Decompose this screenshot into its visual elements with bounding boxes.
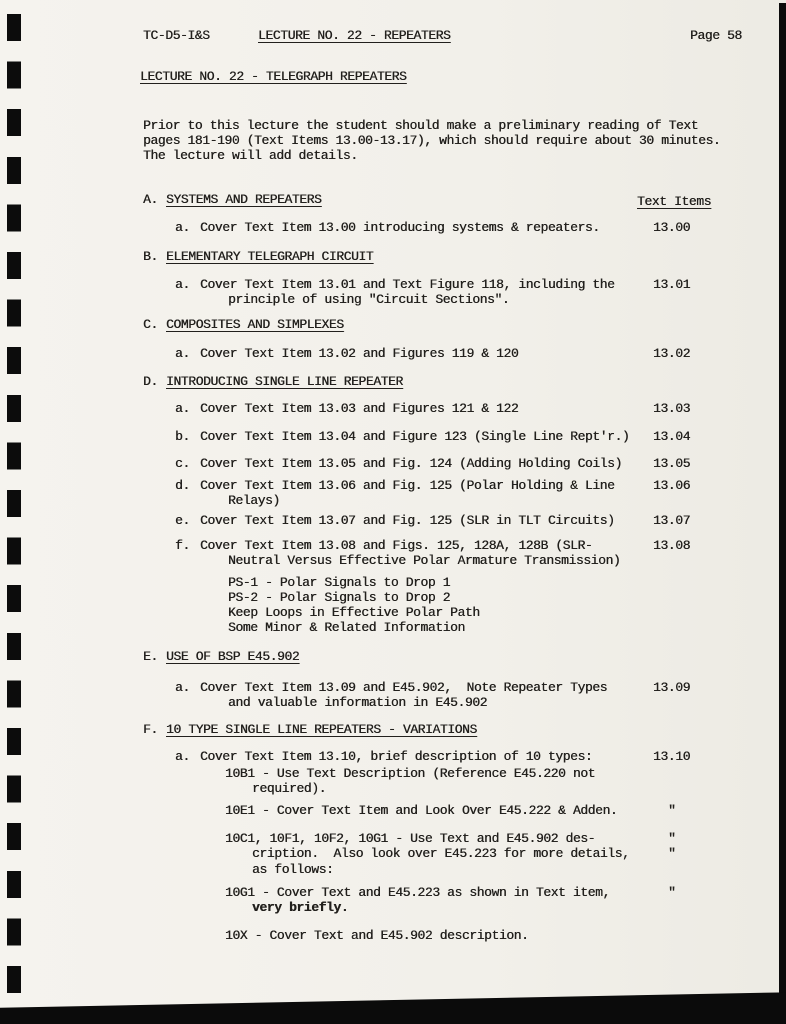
- intro-line: Prior to this lecture the student should make a preliminary reading of Text: [143, 118, 699, 133]
- item-value: 13.07: [653, 513, 691, 528]
- intro-line: The lecture will add details.: [143, 148, 358, 163]
- item-value: 13.09: [653, 680, 691, 695]
- item-text: Cover Text Item 13.03 and Figures 121 & 122: [200, 401, 519, 416]
- section-b-heading: ELEMENTARY TELEGRAPH CIRCUIT: [166, 249, 374, 264]
- item-value: 13.00: [653, 220, 691, 235]
- item-text: Cover Text Item 13.00 introducing systems & repeaters.: [200, 220, 600, 235]
- item-text: Cover Text Item 13.05 and Fig. 124 (Adding Holding Coils): [200, 456, 622, 471]
- section-f-letter: F.: [143, 722, 158, 737]
- ditto-mark: ": [668, 885, 676, 900]
- item-value: 13.02: [653, 346, 691, 361]
- item-value: 13.05: [653, 456, 691, 471]
- header-lecture-ref: LECTURE NO. 22 - REPEATERS: [258, 28, 451, 43]
- repeater-type-line: 10X - Cover Text and E45.902 description.: [225, 928, 529, 943]
- item-text: Cover Text Item 13.01 and Text Figure 118, including the: [200, 277, 615, 292]
- item-value: 13.04: [653, 429, 691, 444]
- section-e-letter: E.: [143, 649, 158, 664]
- repeater-type-continuation: as follows:: [252, 862, 334, 877]
- repeater-type-line: 10G1 - Cover Text and E45.223 as shown in Text item,: [225, 885, 610, 900]
- ditto-mark: ": [668, 846, 676, 861]
- item-note: PS-2 - Polar Signals to Drop 2: [228, 590, 451, 605]
- item-value: 13.10: [653, 749, 691, 764]
- section-b-letter: B.: [143, 249, 158, 264]
- item-text: Cover Text Item 13.07 and Fig. 125 (SLR in TLT Circuits): [200, 513, 615, 528]
- section-c-heading: COMPOSITES AND SIMPLEXES: [166, 317, 344, 332]
- ditto-mark: ": [668, 803, 676, 818]
- repeater-type-line: 10E1 - Cover Text Item and Look Over E45.222 & Adden.: [225, 803, 618, 818]
- text-items-column-header: Text Items: [637, 194, 712, 209]
- item-text: Cover Text Item 13.06 and Fig. 125 (Polar Holding & Line: [200, 478, 615, 493]
- section-f-heading: 10 TYPE SINGLE LINE REPEATERS - VARIATIONS: [166, 722, 477, 737]
- item-value: 13.08: [653, 538, 691, 553]
- item-text: Cover Text Item 13.02 and Figures 119 & 120: [200, 346, 519, 361]
- item-label: a.: [175, 401, 190, 416]
- item-value: 13.06: [653, 478, 691, 493]
- item-label: a.: [175, 220, 190, 235]
- repeater-type-line: 10C1, 10F1, 10F2, 10G1 - Use Text and E45.902 des-: [225, 831, 596, 846]
- item-text: Cover Text Item 13.10, brief description of 10 types:: [200, 749, 593, 764]
- header-page-number: Page 58: [690, 28, 742, 43]
- item-text-continuation: Neutral Versus Effective Polar Armature Transmission): [228, 553, 621, 568]
- scan-edge-bottom: [0, 988, 786, 1024]
- item-text-continuation: Relays): [228, 493, 280, 508]
- item-text: Cover Text Item 13.08 and Figs. 125, 128A, 128B (SLR-: [200, 538, 593, 553]
- item-note: Keep Loops in Effective Polar Path: [228, 605, 480, 620]
- item-label: d.: [175, 478, 190, 493]
- page-title: LECTURE NO. 22 - TELEGRAPH REPEATERS: [140, 69, 407, 84]
- item-note: PS-1 - Polar Signals to Drop 1: [228, 575, 451, 590]
- section-d-heading: INTRODUCING SINGLE LINE REPEATER: [166, 374, 403, 389]
- section-a-heading: SYSTEMS AND REPEATERS: [166, 192, 322, 207]
- comb-binding-holes: [7, 14, 21, 1004]
- item-label: a.: [175, 749, 190, 764]
- section-d-letter: D.: [143, 374, 158, 389]
- item-label: c.: [175, 456, 190, 471]
- item-label: a.: [175, 346, 190, 361]
- section-a-letter: A.: [143, 192, 158, 207]
- repeater-type-continuation: required).: [252, 781, 327, 796]
- repeater-type-continuation: cription. Also look over E45.223 for more details,: [252, 846, 630, 861]
- repeater-type-continuation: very briefly.: [252, 900, 349, 915]
- section-c-letter: C.: [143, 317, 158, 332]
- item-label: a.: [175, 680, 190, 695]
- section-e-heading: USE OF BSP E45.902: [166, 649, 300, 664]
- repeater-type-line: 10B1 - Use Text Description (Reference E45.220 not: [225, 766, 596, 781]
- item-text: Cover Text Item 13.04 and Figure 123 (Single Line Rept'r.): [200, 429, 630, 444]
- ditto-mark: ": [668, 831, 676, 846]
- item-value: 13.03: [653, 401, 691, 416]
- item-note: Some Minor & Related Information: [228, 620, 465, 635]
- scan-edge-right: [779, 3, 786, 1024]
- item-label: a.: [175, 277, 190, 292]
- item-label: f.: [175, 538, 190, 553]
- item-text-continuation: and valuable information in E45.902: [228, 695, 488, 710]
- item-value: 13.01: [653, 277, 691, 292]
- intro-line: pages 181-190 (Text Items 13.00-13.17), which should require about 30 minutes.: [143, 133, 721, 148]
- item-text: Cover Text Item 13.09 and E45.902, Note Repeater Types: [200, 680, 608, 695]
- header-doc-code: TC-D5-I&S: [143, 28, 210, 43]
- item-label: e.: [175, 513, 190, 528]
- item-text-continuation: principle of using "Circuit Sections".: [228, 292, 510, 307]
- item-label: b.: [175, 429, 190, 444]
